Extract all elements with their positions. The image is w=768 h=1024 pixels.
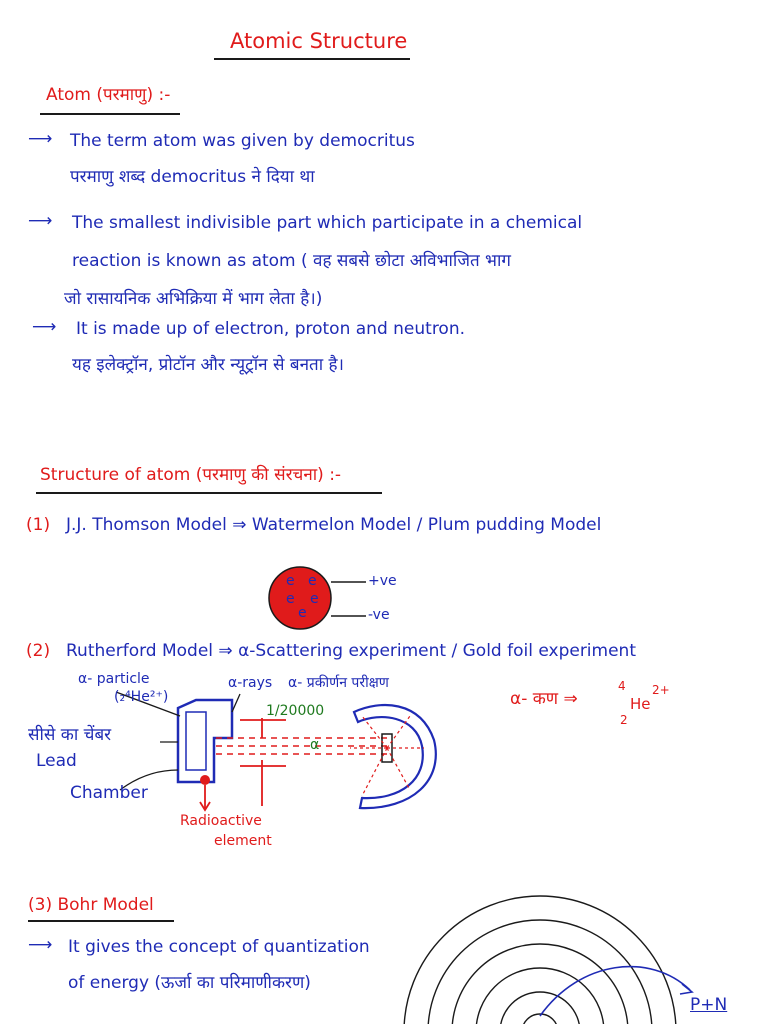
he-mass-number: 4 bbox=[618, 679, 626, 693]
electron-label: e bbox=[308, 573, 317, 589]
bohr-line-2: of energy (ऊर्जा का परिमाणीकरण) bbox=[68, 973, 311, 993]
lead-chamber-hindi: सीसे का चेंबर bbox=[28, 725, 112, 745]
rutherford-line: Rutherford Model ⇒ α-Scattering experiment / Gold foil experiment bbox=[66, 641, 636, 661]
bohr-orbits bbox=[404, 896, 676, 1024]
atom-heading: Atom (परमाणु) :- bbox=[46, 85, 171, 105]
he-atomic-number: 2 bbox=[620, 713, 628, 727]
atom-point-1-hindi: परमाणु शब्द democritus ने दिया था bbox=[70, 167, 315, 187]
rutherford-number: (2) bbox=[26, 641, 51, 661]
atom-point-2-line2: reaction is known as atom ( वह सबसे छोटा अविभाजित भाग bbox=[72, 251, 511, 271]
electron-label: e bbox=[298, 605, 307, 621]
radioactive-label: Radioactive bbox=[180, 813, 262, 829]
he-charge: 2+ bbox=[652, 683, 670, 697]
nucleus-pointer bbox=[540, 967, 690, 1016]
radioactive-source bbox=[200, 775, 210, 785]
alpha-rays-label: α-rays bbox=[228, 675, 273, 691]
bohr-line-1: It gives the concept of quantization bbox=[68, 937, 370, 957]
fluorescent-screen bbox=[354, 705, 436, 808]
atom-point-2-line1: The smallest indivisible part which participate in a chemical bbox=[72, 213, 583, 233]
electron-label: e bbox=[286, 573, 295, 589]
arrow-icon: ⟶ bbox=[28, 129, 53, 149]
element-label: element bbox=[214, 833, 272, 849]
thomson-line: J.J. Thomson Model ⇒ Watermelon Model / Plum pudding Model bbox=[66, 515, 602, 535]
atom-point-2-line3: जो रासायनिक अभिक्रिया में भाग लेता है।) bbox=[64, 289, 323, 309]
nucleus-label: P+N bbox=[690, 995, 728, 1015]
atom-point-3: It is made up of electron, proton and neutron. bbox=[76, 319, 466, 339]
alpha-kan-label: α- कण ⇒ bbox=[510, 689, 578, 709]
thomson-number: (1) bbox=[26, 515, 51, 535]
plus-ve-label: +ve bbox=[368, 573, 397, 589]
alpha-symbol: α bbox=[310, 737, 320, 753]
chamber-inner bbox=[186, 712, 206, 770]
alpha-particle-label: α- particle bbox=[78, 671, 150, 687]
page-title: Atomic Structure bbox=[230, 29, 408, 53]
atom-point-3-hindi: यह इलेक्ट्रॉन, प्रोटॉन और न्यूट्रॉन से बनता है। bbox=[72, 355, 344, 375]
structure-heading: Structure of atom (परमाणु की संरचना) :- bbox=[40, 465, 342, 485]
helium-formula: (₂⁴He²⁺) bbox=[114, 689, 169, 705]
minus-ve-label: -ve bbox=[368, 607, 390, 623]
alpha-scattering-hindi: α- प्रकीर्णन परीक्षण bbox=[288, 675, 389, 691]
he-symbol: He bbox=[630, 695, 651, 713]
arrow-icon: ⟶ bbox=[28, 211, 53, 231]
electron-label: e bbox=[310, 591, 319, 607]
lead-label: Lead bbox=[36, 751, 77, 771]
bohr-heading-underline bbox=[28, 920, 174, 922]
bohr-heading: (3) Bohr Model bbox=[28, 895, 154, 915]
atom-point-1: The term atom was given by democritus bbox=[70, 131, 415, 151]
ratio-label: 1/20000 bbox=[266, 703, 325, 719]
arrow-icon: ⟶ bbox=[28, 935, 53, 955]
chamber-label: Chamber bbox=[70, 783, 148, 803]
electron-label: e bbox=[286, 591, 295, 607]
arrow-icon: ⟶ bbox=[32, 317, 57, 337]
